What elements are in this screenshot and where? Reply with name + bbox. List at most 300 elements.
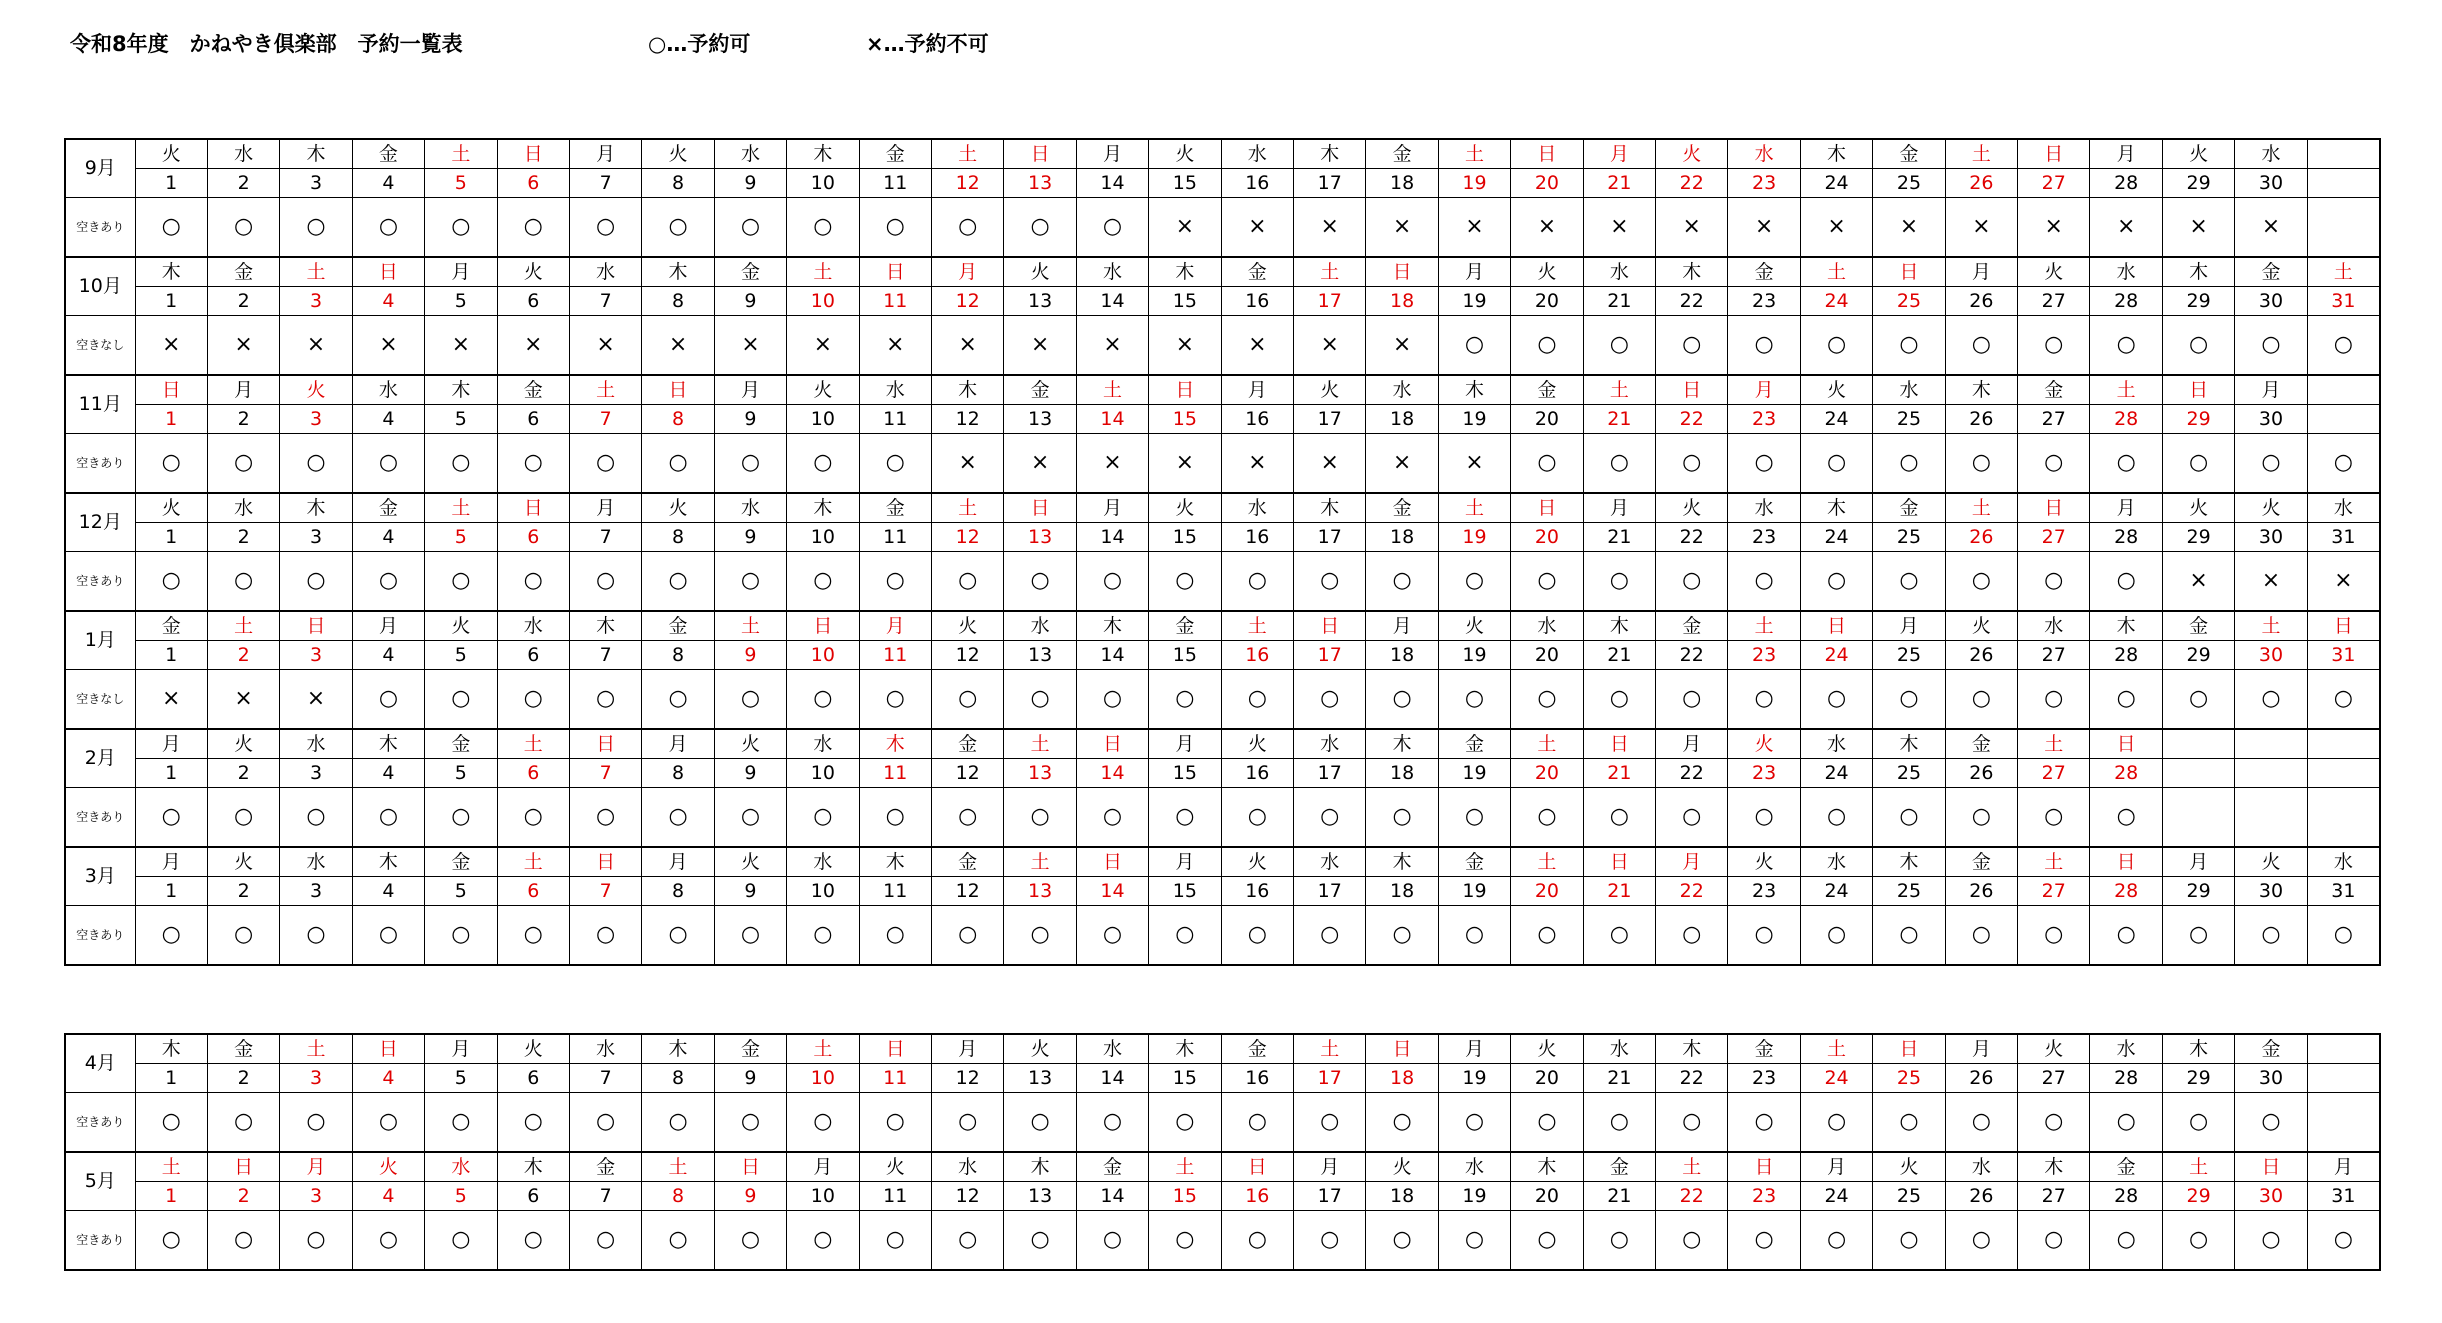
- weekday-cell: 水: [1728, 493, 1800, 523]
- availability-cell: ○: [135, 788, 207, 848]
- weekday-cell: 水: [569, 257, 641, 287]
- weekday-cell: 日: [1294, 611, 1366, 641]
- date-cell: 9: [714, 641, 786, 670]
- weekday-cell: 木: [642, 257, 714, 287]
- date-cell: 6: [497, 1064, 569, 1093]
- date-cell: 4: [352, 1182, 424, 1211]
- weekday-cell: 土: [2307, 257, 2380, 287]
- date-cell: 3: [280, 1064, 352, 1093]
- weekday-cell: 金: [1728, 257, 1800, 287]
- date-cell: 23: [1728, 1064, 1800, 1093]
- weekday-cell: 金: [2018, 375, 2090, 405]
- weekday-cell: 水: [714, 493, 786, 523]
- date-cell: 6: [497, 877, 569, 906]
- date-cell: 18: [1366, 1064, 1438, 1093]
- date-cell: 7: [569, 405, 641, 434]
- date-cell: 4: [352, 287, 424, 316]
- weekday-cell: 水: [2018, 611, 2090, 641]
- date-cell: 27: [2018, 1182, 2090, 1211]
- availability-cell: ○: [787, 1093, 859, 1153]
- date-cell: 5: [425, 523, 497, 552]
- date-cell: 8: [642, 1182, 714, 1211]
- date-cell: 1: [135, 641, 207, 670]
- date-cell: 18: [1366, 759, 1438, 788]
- date-cell: 15: [1149, 759, 1221, 788]
- date-cell: 29: [2162, 169, 2234, 198]
- weekday-cell: 月: [1149, 729, 1221, 759]
- date-cell: 1: [135, 169, 207, 198]
- date-cell: 5: [425, 1064, 497, 1093]
- weekday-cell: 日: [135, 375, 207, 405]
- availability-cell: ○: [280, 198, 352, 258]
- weekday-cell: 金: [2162, 611, 2234, 641]
- date-cell: 5: [425, 877, 497, 906]
- date-cell: 19: [1438, 169, 1510, 198]
- availability-cell: ○: [1366, 1211, 1438, 1271]
- weekday-cell: 月: [135, 729, 207, 759]
- weekday-cell: 火: [497, 1034, 569, 1064]
- availability-cell: ○: [1945, 670, 2017, 730]
- date-cell: 13: [1004, 641, 1076, 670]
- availability-cell: ○: [714, 788, 786, 848]
- date-cell: 17: [1294, 405, 1366, 434]
- date-cell: 25: [1873, 641, 1945, 670]
- availability-label: 空きあり: [65, 1211, 135, 1271]
- date-cell: 7: [569, 169, 641, 198]
- availability-cell: ○: [1076, 1211, 1148, 1271]
- weekday-cell: 金: [642, 611, 714, 641]
- date-cell: 15: [1149, 287, 1221, 316]
- weekday-cell: 木: [931, 375, 1003, 405]
- weekday-cell: 土: [787, 1034, 859, 1064]
- date-cell: 19: [1438, 287, 1510, 316]
- date-cell: 18: [1366, 523, 1438, 552]
- availability-cell: ○: [1873, 316, 1945, 376]
- availability-cell: ○: [2018, 316, 2090, 376]
- weekday-cell: 土: [1149, 1152, 1221, 1182]
- date-cell: 28: [2090, 1182, 2162, 1211]
- date-cell: 10: [787, 405, 859, 434]
- date-cell: 8: [642, 287, 714, 316]
- month-label: 10月: [65, 257, 135, 316]
- weekday-cell: 月: [207, 375, 279, 405]
- weekday-cell: 月: [135, 847, 207, 877]
- availability-cell: ×: [280, 316, 352, 376]
- availability-label: 空きあり: [65, 552, 135, 612]
- weekday-cell: 金: [1583, 1152, 1655, 1182]
- availability-cell: ○: [352, 198, 424, 258]
- weekday-cell: 日: [1656, 375, 1728, 405]
- availability-cell: ○: [2162, 434, 2234, 494]
- availability-cell: [2235, 788, 2307, 848]
- date-cell: 12: [931, 523, 1003, 552]
- date-cell: 2: [207, 877, 279, 906]
- date-cell: 12: [931, 1182, 1003, 1211]
- date-cell: 12: [931, 759, 1003, 788]
- date-cell: 3: [280, 759, 352, 788]
- date-cell: 4: [352, 169, 424, 198]
- availability-cell: ○: [1511, 906, 1583, 966]
- availability-cell: ○: [425, 198, 497, 258]
- availability-cell: ○: [569, 906, 641, 966]
- date-cell: 13: [1004, 1064, 1076, 1093]
- availability-cell: ○: [1438, 906, 1510, 966]
- date-cell: 9: [714, 1182, 786, 1211]
- availability-cell: ○: [352, 434, 424, 494]
- date-cell: 21: [1583, 641, 1655, 670]
- weekday-cell: 火: [135, 139, 207, 169]
- weekday-cell: 木: [135, 257, 207, 287]
- month-label: 5月: [65, 1152, 135, 1211]
- weekday-cell: 日: [1076, 729, 1148, 759]
- date-cell: 21: [1583, 1182, 1655, 1211]
- date-cell: 11: [859, 1182, 931, 1211]
- availability-cell: ×: [2235, 552, 2307, 612]
- weekday-row: [65, 375, 2380, 405]
- availability-cell: ○: [1149, 1211, 1221, 1271]
- weekday-cell: 土: [1076, 375, 1148, 405]
- availability-cell: ○: [1800, 670, 1872, 730]
- weekday-cell: 火: [1149, 139, 1221, 169]
- date-cell: 13: [1004, 405, 1076, 434]
- date-cell: 23: [1728, 523, 1800, 552]
- weekday-cell: 月: [859, 611, 931, 641]
- weekday-cell: [2307, 729, 2380, 759]
- weekday-cell: 金: [207, 257, 279, 287]
- weekday-cell: 日: [2307, 611, 2380, 641]
- availability-cell: ○: [931, 1093, 1003, 1153]
- availability-cell: ○: [1583, 670, 1655, 730]
- availability-cell: ○: [2307, 316, 2380, 376]
- weekday-cell: 土: [2018, 729, 2090, 759]
- weekday-cell: 月: [787, 1152, 859, 1182]
- date-cell: 6: [497, 405, 569, 434]
- availability-cell: ○: [352, 906, 424, 966]
- availability-cell: ○: [787, 670, 859, 730]
- availability-cell: ○: [1366, 670, 1438, 730]
- weekday-cell: 土: [2235, 611, 2307, 641]
- availability-cell: ○: [207, 1093, 279, 1153]
- availability-cell: ○: [787, 552, 859, 612]
- availability-cell: ○: [2090, 1211, 2162, 1271]
- weekday-cell: [2307, 375, 2380, 405]
- date-cell: 15: [1149, 405, 1221, 434]
- date-cell: 27: [2018, 169, 2090, 198]
- weekday-cell: 日: [1149, 375, 1221, 405]
- weekday-cell: 木: [2162, 257, 2234, 287]
- availability-cell: ○: [1438, 1093, 1510, 1153]
- weekday-cell: 日: [2235, 1152, 2307, 1182]
- availability-cell: ×: [207, 670, 279, 730]
- weekday-cell: 水: [1221, 493, 1293, 523]
- date-cell: 7: [569, 641, 641, 670]
- date-cell: 10: [787, 759, 859, 788]
- weekday-cell: 火: [1800, 375, 1872, 405]
- weekday-cell: 日: [1076, 847, 1148, 877]
- availability-cell: ○: [714, 1211, 786, 1271]
- weekday-cell: 月: [1873, 611, 1945, 641]
- availability-cell: ○: [2090, 316, 2162, 376]
- weekday-cell: 木: [497, 1152, 569, 1182]
- weekday-cell: 水: [1800, 729, 1872, 759]
- availability-cell: ○: [135, 1211, 207, 1271]
- date-cell: 29: [2162, 523, 2234, 552]
- date-cell: 7: [569, 287, 641, 316]
- date-cell: 28: [2090, 523, 2162, 552]
- availability-cell: ○: [1221, 1093, 1293, 1153]
- availability-cell: ○: [1076, 906, 1148, 966]
- date-cell: 8: [642, 523, 714, 552]
- date-cell: 28: [2090, 169, 2162, 198]
- weekday-cell: 月: [1438, 257, 1510, 287]
- availability-cell: ○: [1511, 1093, 1583, 1153]
- availability-cell: ○: [1728, 552, 1800, 612]
- availability-cell: ×: [1004, 434, 1076, 494]
- availability-cell: ○: [2090, 670, 2162, 730]
- date-cell: 8: [642, 169, 714, 198]
- date-cell: 19: [1438, 641, 1510, 670]
- date-cell: 20: [1511, 523, 1583, 552]
- weekday-cell: 火: [497, 257, 569, 287]
- month-label: 12月: [65, 493, 135, 552]
- date-cell: 30: [2235, 169, 2307, 198]
- date-cell: 19: [1438, 405, 1510, 434]
- availability-cell: ○: [280, 552, 352, 612]
- weekday-cell: 木: [1076, 611, 1148, 641]
- weekday-cell: 日: [1583, 847, 1655, 877]
- availability-row: [65, 1093, 2380, 1153]
- weekday-cell: 火: [714, 729, 786, 759]
- date-cell: 1: [135, 1182, 207, 1211]
- weekday-cell: 日: [1873, 257, 1945, 287]
- availability-cell: ○: [2162, 316, 2234, 376]
- weekday-cell: 火: [2162, 139, 2234, 169]
- availability-cell: ○: [1945, 316, 2017, 376]
- date-cell: 2: [207, 523, 279, 552]
- availability-cell: ○: [1438, 552, 1510, 612]
- weekday-cell: 水: [1583, 1034, 1655, 1064]
- availability-row: [65, 198, 2380, 258]
- date-cell: 12: [931, 641, 1003, 670]
- date-row: [65, 523, 2380, 552]
- weekday-cell: 火: [1728, 847, 1800, 877]
- weekday-cell: 土: [207, 611, 279, 641]
- weekday-cell: 木: [135, 1034, 207, 1064]
- weekday-cell: 土: [1004, 847, 1076, 877]
- date-cell: 4: [352, 523, 424, 552]
- availability-cell: ×: [1149, 316, 1221, 376]
- weekday-cell: 月: [714, 375, 786, 405]
- date-cell: [2162, 759, 2234, 788]
- weekday-cell: 木: [2018, 1152, 2090, 1182]
- weekday-row: [65, 493, 2380, 523]
- availability-cell: ○: [931, 1211, 1003, 1271]
- weekday-cell: 月: [1945, 1034, 2017, 1064]
- date-cell: 24: [1800, 287, 1872, 316]
- date-cell: 22: [1656, 169, 1728, 198]
- weekday-cell: 火: [1221, 847, 1293, 877]
- weekday-cell: 水: [787, 847, 859, 877]
- weekday-cell: 金: [135, 611, 207, 641]
- availability-cell: ○: [1221, 552, 1293, 612]
- weekday-cell: 火: [2235, 493, 2307, 523]
- weekday-cell: 日: [1583, 729, 1655, 759]
- weekday-cell: 土: [787, 257, 859, 287]
- date-cell: 28: [2090, 759, 2162, 788]
- date-cell: 11: [859, 287, 931, 316]
- date-cell: 5: [425, 641, 497, 670]
- date-cell: 13: [1004, 169, 1076, 198]
- weekday-cell: 火: [1511, 1034, 1583, 1064]
- availability-cell: ×: [1221, 434, 1293, 494]
- availability-cell: ×: [2162, 198, 2234, 258]
- date-cell: 24: [1800, 405, 1872, 434]
- date-cell: 13: [1004, 287, 1076, 316]
- weekday-cell: 火: [1004, 257, 1076, 287]
- date-cell: 10: [787, 641, 859, 670]
- weekday-cell: 木: [2162, 1034, 2234, 1064]
- date-cell: 5: [425, 1182, 497, 1211]
- date-cell: 26: [1945, 877, 2017, 906]
- legend-available: ○…予約可: [648, 32, 751, 56]
- availability-cell: ○: [1873, 906, 1945, 966]
- weekday-cell: 水: [425, 1152, 497, 1182]
- weekday-cell: 日: [280, 611, 352, 641]
- month-label: 2月: [65, 729, 135, 788]
- availability-cell: ○: [1511, 316, 1583, 376]
- weekday-row: [65, 729, 2380, 759]
- weekday-cell: 水: [569, 1034, 641, 1064]
- availability-cell: [2307, 198, 2380, 258]
- date-cell: 27: [2018, 877, 2090, 906]
- weekday-cell: 土: [1294, 257, 1366, 287]
- availability-cell: ×: [2307, 552, 2380, 612]
- date-cell: 31: [2307, 877, 2380, 906]
- date-cell: 19: [1438, 759, 1510, 788]
- date-cell: 22: [1656, 1064, 1728, 1093]
- date-cell: 27: [2018, 1064, 2090, 1093]
- availability-cell: ○: [497, 1211, 569, 1271]
- weekday-cell: 日: [1873, 1034, 1945, 1064]
- date-cell: 17: [1294, 641, 1366, 670]
- weekday-cell: 土: [1221, 611, 1293, 641]
- date-cell: 14: [1076, 523, 1148, 552]
- availability-cell: ○: [1656, 670, 1728, 730]
- weekday-cell: 水: [1438, 1152, 1510, 1182]
- availability-cell: ○: [497, 788, 569, 848]
- weekday-cell: 金: [1728, 1034, 1800, 1064]
- date-cell: 22: [1656, 523, 1728, 552]
- date-cell: 4: [352, 759, 424, 788]
- availability-cell: ○: [2307, 1211, 2380, 1271]
- date-row: [65, 287, 2380, 316]
- weekday-cell: 月: [1583, 139, 1655, 169]
- weekday-cell: 日: [859, 1034, 931, 1064]
- availability-cell: ×: [931, 316, 1003, 376]
- date-cell: 30: [2235, 523, 2307, 552]
- weekday-cell: 木: [1656, 1034, 1728, 1064]
- availability-cell: ○: [1294, 906, 1366, 966]
- availability-cell: ×: [1294, 198, 1366, 258]
- availability-cell: ○: [1076, 788, 1148, 848]
- weekday-cell: 木: [1511, 1152, 1583, 1182]
- date-row: [65, 405, 2380, 434]
- weekday-cell: 水: [2307, 493, 2380, 523]
- date-cell: 6: [497, 759, 569, 788]
- availability-label: 空きあり: [65, 1093, 135, 1153]
- availability-cell: ○: [2307, 670, 2380, 730]
- date-cell: 20: [1511, 169, 1583, 198]
- availability-cell: ○: [1728, 906, 1800, 966]
- availability-cell: ○: [2018, 1093, 2090, 1153]
- availability-cell: ○: [135, 906, 207, 966]
- weekday-cell: 木: [1366, 847, 1438, 877]
- weekday-cell: 金: [1149, 611, 1221, 641]
- weekday-cell: 火: [642, 493, 714, 523]
- weekday-cell: 水: [1728, 139, 1800, 169]
- availability-cell: ○: [280, 434, 352, 494]
- date-cell: 17: [1294, 523, 1366, 552]
- date-cell: 6: [497, 287, 569, 316]
- date-cell: 11: [859, 759, 931, 788]
- date-cell: 19: [1438, 877, 1510, 906]
- date-cell: 12: [931, 877, 1003, 906]
- date-cell: 2: [207, 1182, 279, 1211]
- date-cell: 10: [787, 1182, 859, 1211]
- date-cell: 27: [2018, 523, 2090, 552]
- availability-cell: ○: [2090, 434, 2162, 494]
- date-cell: 14: [1076, 641, 1148, 670]
- weekday-cell: 木: [1366, 729, 1438, 759]
- weekday-cell: 日: [1004, 139, 1076, 169]
- availability-cell: ○: [2235, 1211, 2307, 1271]
- weekday-cell: 火: [1366, 1152, 1438, 1182]
- availability-label: 空きなし: [65, 316, 135, 376]
- date-cell: 2: [207, 405, 279, 434]
- weekday-cell: 月: [1945, 257, 2017, 287]
- date-cell: 2: [207, 759, 279, 788]
- availability-cell: ○: [1945, 906, 2017, 966]
- availability-cell: ○: [1294, 552, 1366, 612]
- date-cell: 14: [1076, 1182, 1148, 1211]
- date-cell: 21: [1583, 877, 1655, 906]
- weekday-cell: 金: [1945, 729, 2017, 759]
- availability-cell: ×: [1366, 434, 1438, 494]
- weekday-cell: 月: [425, 257, 497, 287]
- availability-cell: ○: [931, 198, 1003, 258]
- availability-cell: ○: [1656, 1211, 1728, 1271]
- availability-cell: ○: [714, 552, 786, 612]
- date-cell: 14: [1076, 287, 1148, 316]
- weekday-cell: 水: [280, 729, 352, 759]
- weekday-cell: 火: [787, 375, 859, 405]
- availability-cell: ○: [1366, 552, 1438, 612]
- availability-row: [65, 1211, 2380, 1271]
- availability-cell: ○: [425, 434, 497, 494]
- availability-cell: ×: [1873, 198, 1945, 258]
- weekday-cell: 日: [859, 257, 931, 287]
- date-cell: 16: [1221, 1182, 1293, 1211]
- date-cell: 8: [642, 877, 714, 906]
- date-cell: 14: [1076, 169, 1148, 198]
- weekday-cell: 木: [425, 375, 497, 405]
- date-cell: 15: [1149, 169, 1221, 198]
- availability-cell: ○: [1511, 670, 1583, 730]
- weekday-cell: 金: [1873, 139, 1945, 169]
- weekday-cell: 木: [642, 1034, 714, 1064]
- date-cell: 8: [642, 641, 714, 670]
- availability-cell: ○: [642, 670, 714, 730]
